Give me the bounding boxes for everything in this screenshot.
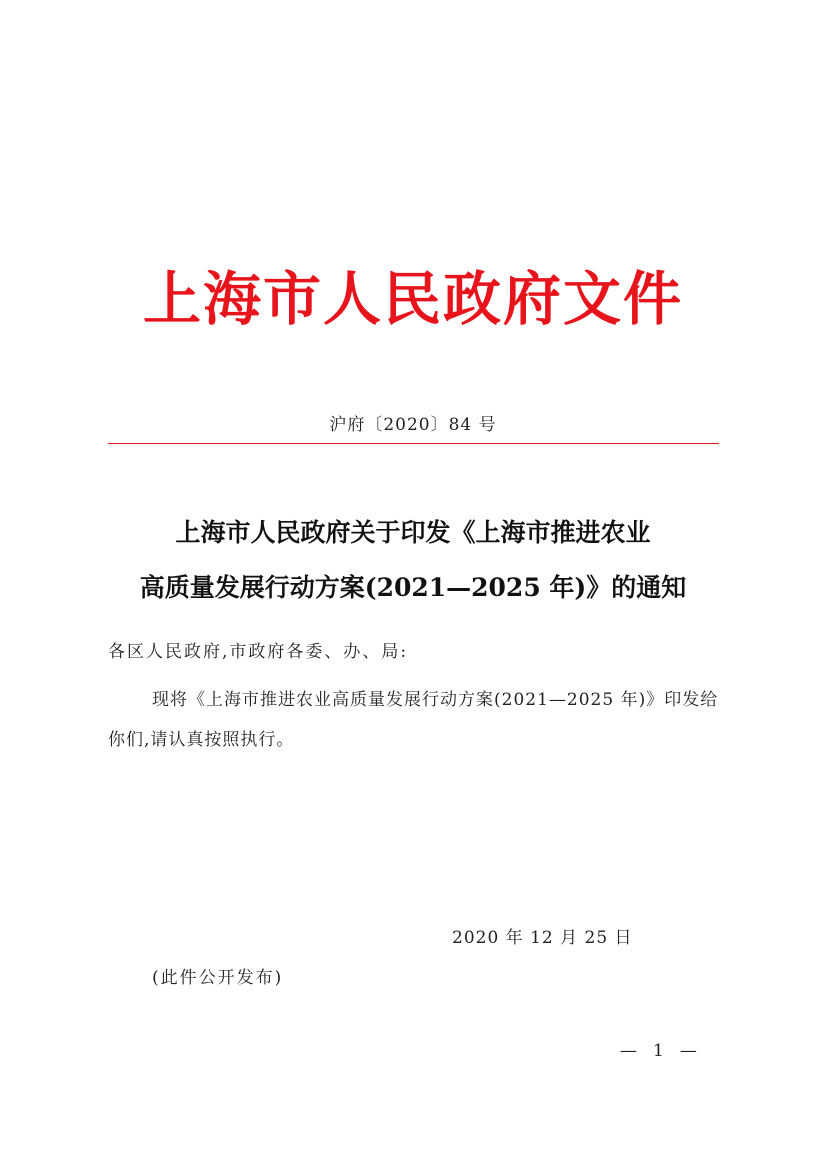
- page-number-dash-right: —: [679, 1041, 697, 1061]
- document-title-line-1: 上海市人民政府关于印发《上海市推进农业: [175, 518, 651, 547]
- red-divider: [108, 443, 719, 444]
- issuing-authority-header: 上海市人民政府文件: [142, 265, 683, 333]
- publication-note: (此件公开发布): [152, 968, 284, 988]
- body-paragraph: 现将《上海市推进农业高质量发展行动方案(2021—2025 年)》印发给你们,请认真按照执行。: [108, 690, 719, 750]
- document-number: 沪府〔2020〕84 号: [329, 415, 497, 435]
- page-number-dash-left: —: [620, 1041, 637, 1061]
- document-title-line-2: 高质量发展行动方案(2021—2025 年)》的通知: [139, 573, 687, 602]
- page-number-value: 1: [653, 1041, 664, 1061]
- issue-date: 2020 年 12 月 25 日: [452, 928, 633, 948]
- salutation: 各区人民政府,市政府各委、办、局:: [108, 642, 409, 662]
- document-title: [0, 520, 826, 600]
- page-number: [620, 1041, 697, 1061]
